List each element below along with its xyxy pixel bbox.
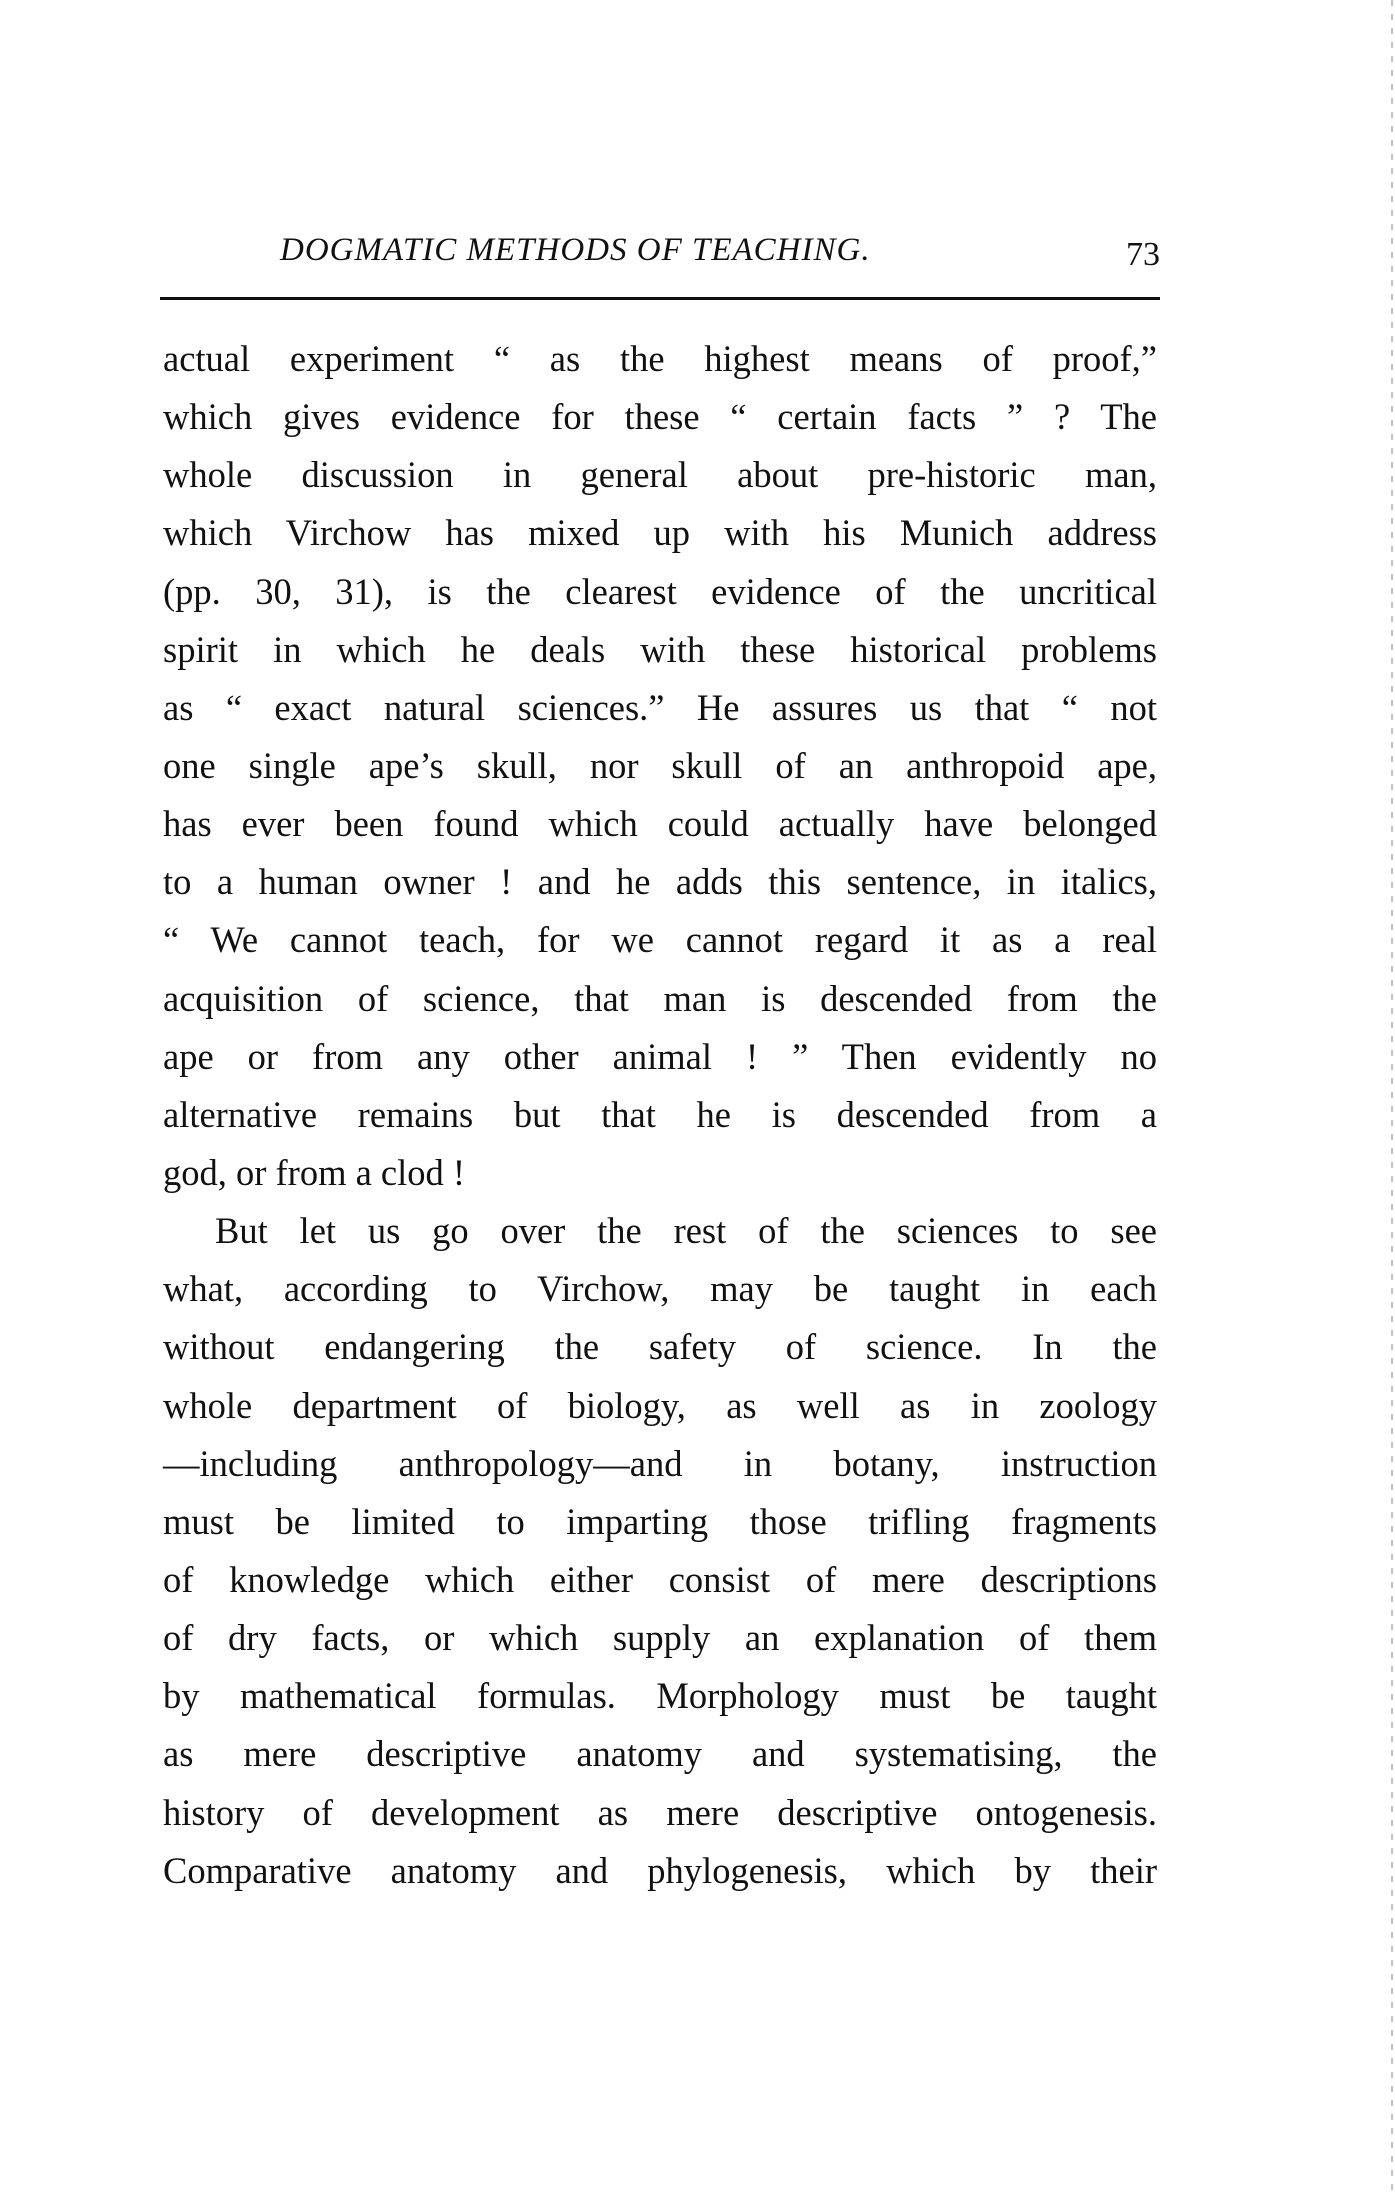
text-line: But let us go over the rest of the sciences to see <box>215 1210 1157 1252</box>
text-line: by mathematical formulas. Morphology must be taught <box>163 1675 1157 1717</box>
text-line: whole department of biology, as well as in zoology <box>163 1384 1157 1426</box>
body-text <box>163 330 1157 1900</box>
text-line: acquisition of science, that man is descended from the <box>163 977 1157 1019</box>
text-line: (pp. 30, 31), is the clearest evidence of the uncritical <box>163 570 1157 612</box>
text-line: alternative remains but that he is descended from a <box>163 1093 1157 1135</box>
text-line: which gives evidence for these “ certain facts ” ? The <box>163 396 1157 438</box>
text-line: as “ exact natural sciences.” He assures us that “ not <box>163 686 1157 728</box>
text-line: actual experiment “ as the highest means of proof,” <box>163 338 1157 379</box>
running-title: DOGMATIC METHODS OF TEACHING. <box>280 232 871 268</box>
text-line: —including anthropology—and in botany, instruction <box>163 1442 1157 1484</box>
text-line: must be limited to imparting those trifling fragments <box>163 1500 1157 1542</box>
running-header <box>160 232 1160 282</box>
text-line: of dry facts, or which supply an explanation of them <box>163 1617 1157 1659</box>
text-line: god, or from a clod ! <box>163 1151 466 1193</box>
text-line: spirit in which he deals with these historical problems <box>163 628 1157 670</box>
text-line: ape or from any other animal ! ” Then evidently no <box>163 1035 1157 1077</box>
text-line: one single ape’s skull, nor skull of an anthropoid ape, <box>163 744 1157 786</box>
text-line: which Virchow has mixed up with his Munich address <box>163 512 1157 554</box>
text-line: “ We cannot teach, for we cannot regard it as a real <box>163 919 1157 961</box>
text-line: of knowledge which either consist of mere descriptions <box>163 1558 1157 1600</box>
text-line: Comparative anatomy and phylogenesis, which by their <box>163 1849 1157 1891</box>
text-line: to a human owner ! and he adds this sentence, in italics, <box>163 861 1157 903</box>
text-line: history of development as mere descriptive ontogenesis. <box>163 1791 1157 1833</box>
header-rule <box>160 297 1160 300</box>
text-line: without endangering the safety of science. In the <box>163 1326 1157 1368</box>
text-line: what, according to Virchow, may be taught in each <box>163 1268 1157 1310</box>
page-number: 73 <box>1126 236 1160 273</box>
text-line: whole discussion in general about pre-historic man, <box>163 454 1157 496</box>
text-line: as mere descriptive anatomy and systematising, the <box>163 1733 1157 1775</box>
text-line: has ever been found which could actually have belonged <box>163 803 1157 845</box>
page-edge <box>1391 0 1393 2194</box>
